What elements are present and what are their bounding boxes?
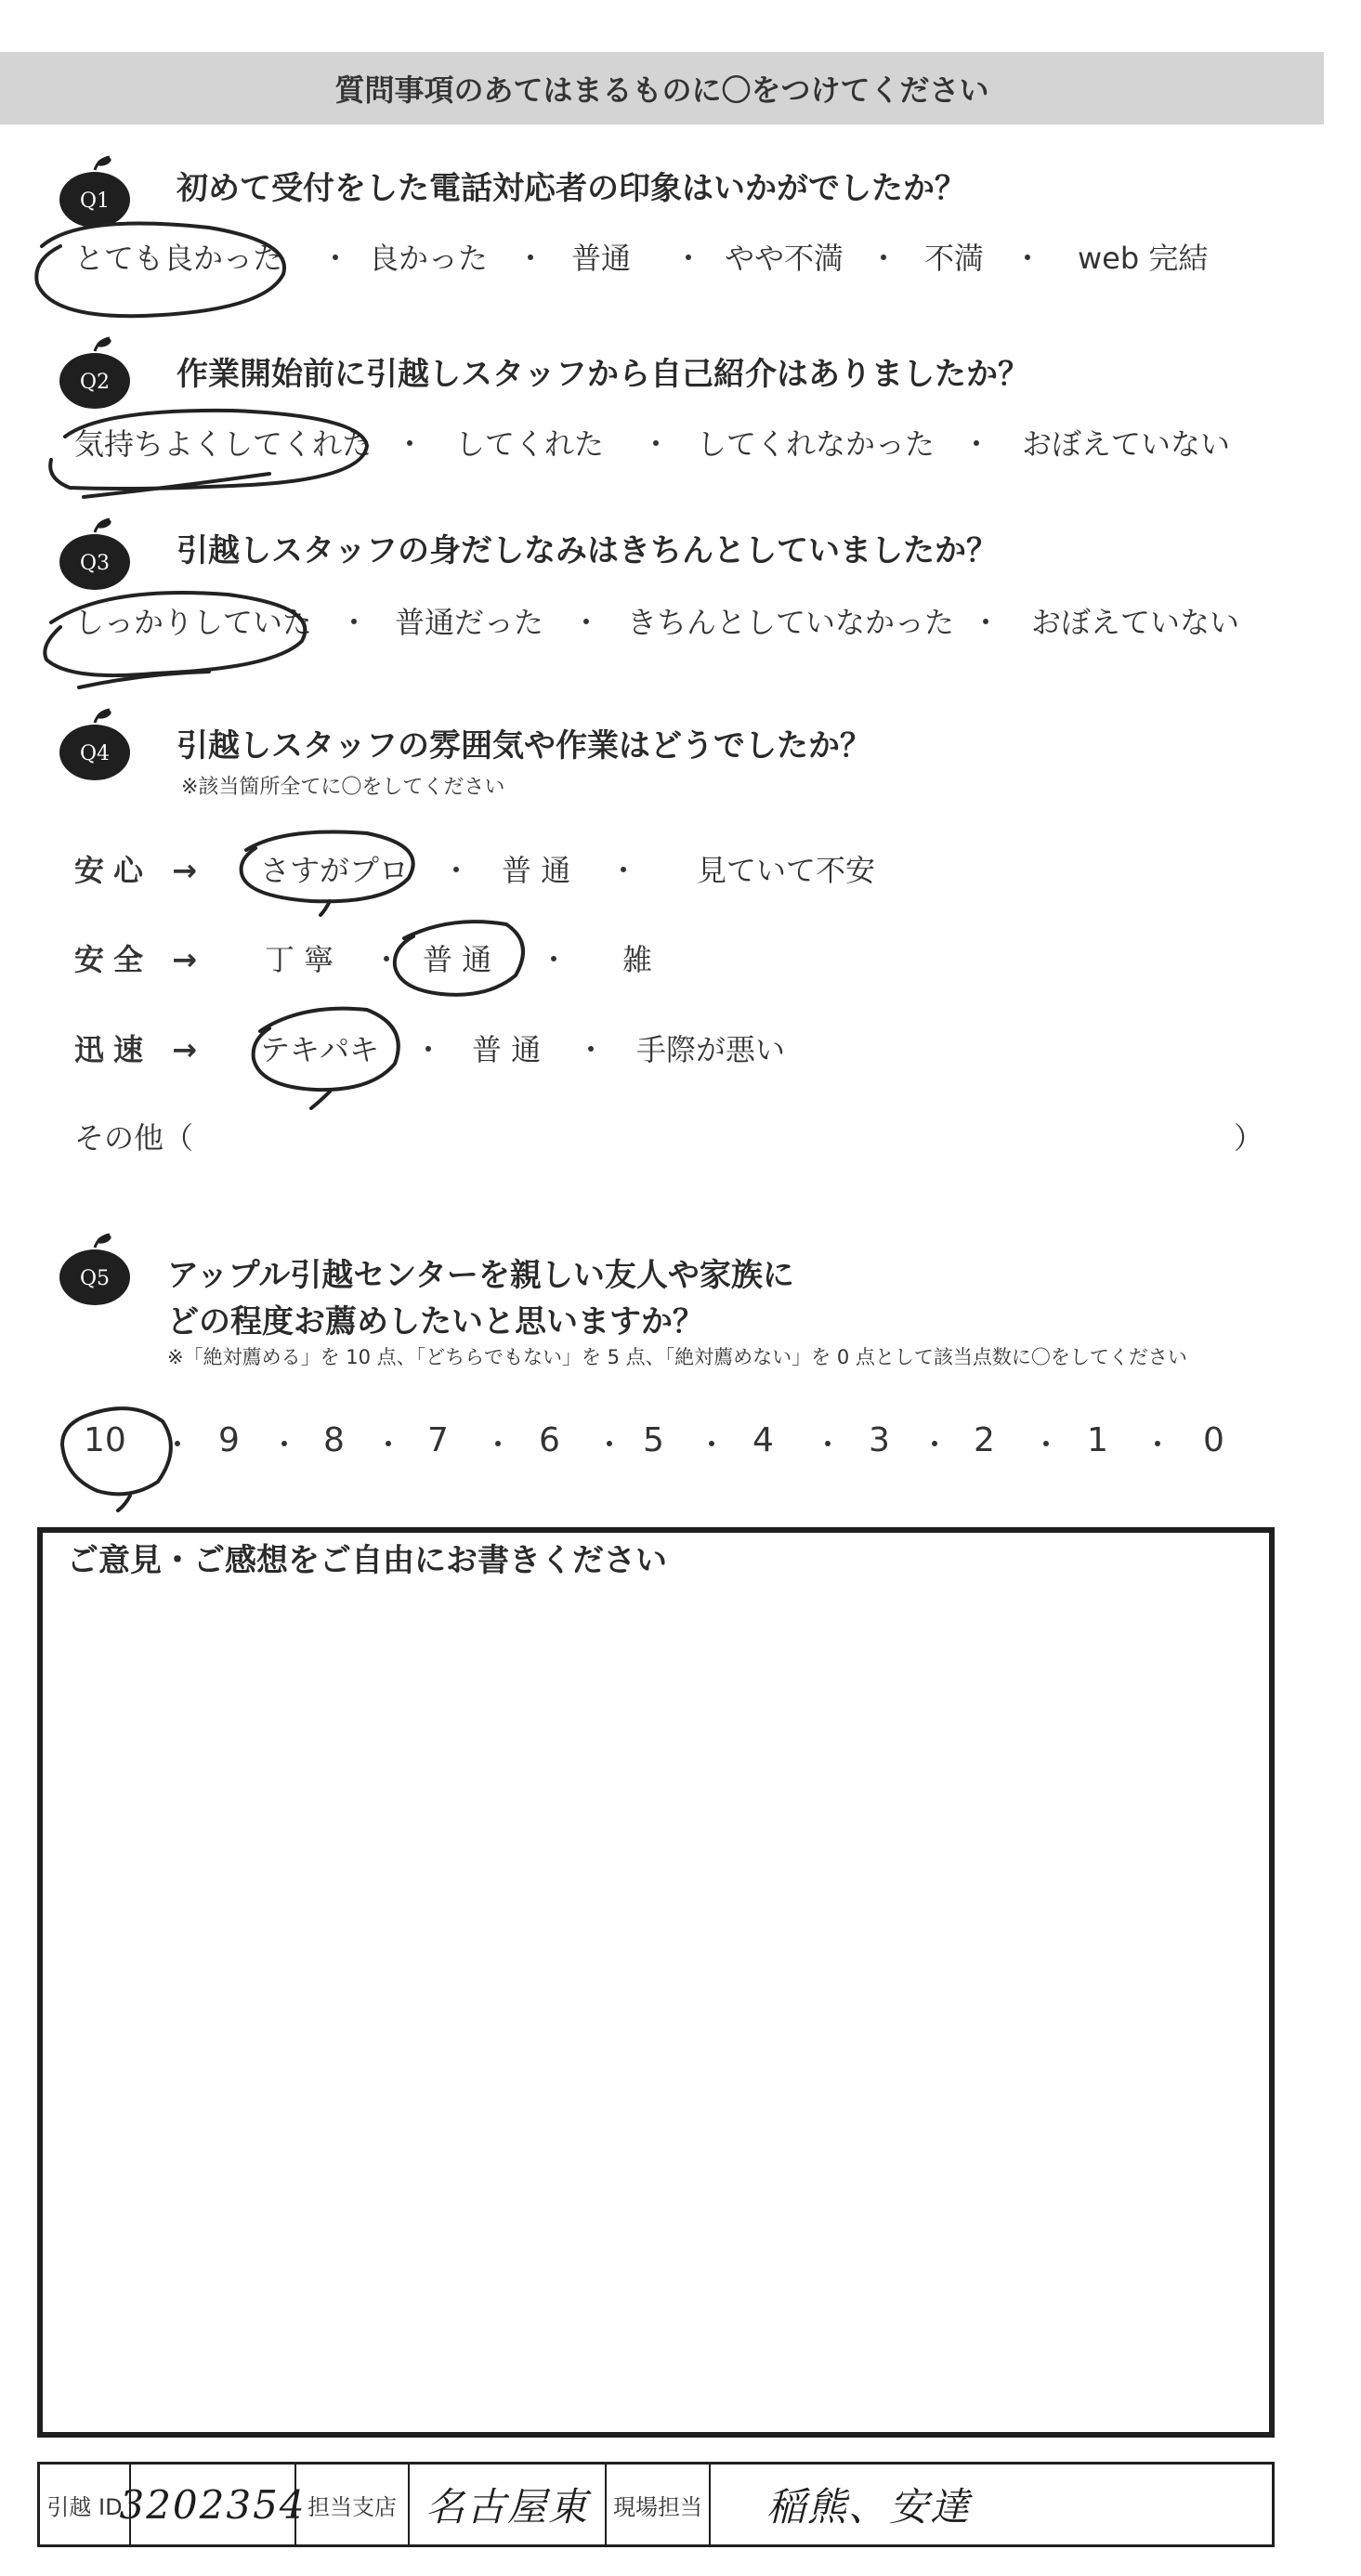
- separator-dot: ・: [539, 942, 569, 977]
- q2-option-did[interactable]: してくれた: [455, 426, 605, 462]
- separator-dot: ・: [1143, 1427, 1173, 1462]
- q2-option-did-not[interactable]: してくれなかった: [697, 426, 936, 462]
- separator-dot: ・: [609, 853, 639, 888]
- q1-option-very-good[interactable]: とても良かった: [74, 241, 283, 276]
- separator-dot: ・: [962, 426, 992, 462]
- score-1[interactable]: 1: [1087, 1421, 1108, 1459]
- q4-row-speed-label: 迅速 →: [74, 1032, 206, 1067]
- q4-row-security-label: 安全 →: [74, 942, 206, 977]
- q3-option-not-neat[interactable]: きちんとしていなかった: [627, 605, 955, 640]
- separator-dot: ・: [483, 1427, 514, 1462]
- svg-text:Q2: Q2: [79, 371, 111, 394]
- q1-option-web[interactable]: web 完結: [1078, 241, 1209, 276]
- q3-option-normal[interactable]: 普通だった: [395, 605, 544, 640]
- q4-note: ※該当箇所全てに〇をしてください: [181, 776, 505, 799]
- separator-dot: ・: [373, 1427, 404, 1462]
- q3-option-dont-remember[interactable]: おぼえていない: [1031, 605, 1240, 640]
- q5-note: ※「絶対薦める」を 10 点、「どちらでもない」を 5 点、「絶対薦めない」を 0 点として該当点数に〇をしてください: [167, 1346, 1187, 1368]
- q1-option-good[interactable]: 良かった: [369, 241, 489, 276]
- comments-title: ご意見・ご感想をご自由にお書きください: [67, 1542, 667, 1579]
- separator-dot: ・: [674, 241, 704, 276]
- q3-title: 引越しスタッフの身だしなみはきちんとしていましたか？: [177, 532, 998, 569]
- q4-other-label: その他（: [74, 1120, 194, 1156]
- separator-dot: ・: [641, 426, 672, 462]
- separator-dot: ・: [920, 1427, 950, 1462]
- q4-row3-option-normal[interactable]: 普 通: [472, 1032, 542, 1067]
- score-0[interactable]: 0: [1203, 1421, 1224, 1459]
- move-id-label: 引越 ID: [46, 2493, 123, 2520]
- q1-option-normal[interactable]: 普通: [571, 241, 632, 276]
- move-id-value-cell[interactable]: [119, 2465, 307, 2544]
- q4-badge-icon: [56, 706, 134, 782]
- branch-label-cell: [296, 2465, 410, 2544]
- score-3[interactable]: 3: [869, 1421, 890, 1459]
- comments-box[interactable]: [37, 1527, 1275, 2438]
- q2-title: 作業開始前に引越しスタッフから自己紹介はありましたか？: [177, 356, 1029, 393]
- staff-label: 現場担当: [613, 2493, 702, 2520]
- separator-dot: ・: [595, 1427, 625, 1462]
- q4-other-close: ）: [1234, 1120, 1264, 1156]
- svg-text:Q5: Q5: [79, 1267, 111, 1290]
- q1-option-slightly-dissatisfied[interactable]: やや不満: [725, 241, 844, 276]
- separator-dot: ・: [395, 426, 425, 462]
- q5-score-scale: [74, 1417, 1263, 1472]
- q5-title-line2: どの程度お薦めしたいと思いますか？: [167, 1303, 704, 1340]
- q4-row2-option-polite[interactable]: 丁 寧: [265, 942, 334, 977]
- branch-value-cell[interactable]: [410, 2465, 607, 2544]
- separator-dot: ・: [441, 853, 472, 888]
- separator-dot: ・: [163, 1427, 193, 1462]
- q4-title: 引越しスタッフの雰囲気や作業はどうでしたか？: [177, 727, 871, 765]
- q4-row2-option-rough[interactable]: 雑: [622, 942, 653, 977]
- svg-text:Q3: Q3: [79, 552, 111, 575]
- svg-text:Q4: Q4: [79, 742, 111, 765]
- q1-handwritten-circle: [23, 209, 302, 330]
- staff-value: 稲熊、安達: [766, 2484, 972, 2530]
- q1-option-dissatisfied[interactable]: 不満: [924, 241, 985, 276]
- instruction-text: 質問事項のあてはまるものに〇をつけてください: [334, 72, 989, 108]
- separator-dot: ・: [339, 605, 370, 640]
- q4-row2-option-normal[interactable]: 普 通: [423, 942, 492, 977]
- q4-row1-option-anxious[interactable]: 見ていて不安: [697, 853, 876, 888]
- q4-row3-option-efficient[interactable]: テキパキ: [260, 1032, 380, 1067]
- staff-value-cell[interactable]: [711, 2465, 1272, 2544]
- separator-dot: ・: [971, 605, 1001, 640]
- q4-row1-option-pro[interactable]: さすがプロ: [260, 853, 410, 888]
- q4-row2-handwritten-circle: [376, 910, 539, 1013]
- separator-dot: ・: [269, 1427, 300, 1462]
- q2-handwritten-circle: [28, 390, 381, 511]
- q4-row3-option-clumsy[interactable]: 手際が悪い: [636, 1032, 786, 1067]
- q1-title: 初めて受付をした電話対応者の印象はいかがでしたか？: [177, 170, 966, 207]
- q3-option-neat[interactable]: しっかりしていた: [74, 605, 313, 640]
- score-5[interactable]: 5: [643, 1421, 664, 1459]
- separator-dot: ・: [321, 241, 351, 276]
- separator-dot: ・: [1031, 1427, 1062, 1462]
- move-id-value: 3202354: [119, 2481, 307, 2528]
- staff-info-table: [37, 2462, 1275, 2547]
- staff-label-cell: [607, 2465, 711, 2544]
- branch-label: 担当支店: [308, 2493, 397, 2520]
- q4-row3-handwritten-circle: [237, 999, 413, 1110]
- q3-handwritten-circle: [23, 571, 330, 701]
- q2-option-dont-remember[interactable]: おぼえていない: [1022, 426, 1231, 462]
- score-10[interactable]: 10: [84, 1421, 126, 1459]
- q5-badge-icon: [56, 1231, 134, 1307]
- q4-other-input[interactable]: [204, 1110, 1208, 1157]
- instruction-header: [0, 52, 1324, 124]
- separator-dot: ・: [697, 1427, 727, 1462]
- score-6[interactable]: 6: [539, 1421, 560, 1459]
- svg-text:Q1: Q1: [79, 190, 111, 213]
- q4-row1-handwritten-circle: [228, 822, 432, 924]
- separator-dot: ・: [813, 1427, 844, 1462]
- move-id-label-cell: [40, 2465, 131, 2544]
- branch-value: 名古屋東: [425, 2484, 589, 2530]
- q5-title-line1: アップル引越センターを親しい友人や家族に: [167, 1257, 794, 1294]
- score-4[interactable]: 4: [752, 1421, 774, 1459]
- separator-dot: ・: [413, 1032, 444, 1067]
- q4-row-safety-label: 安心 →: [74, 853, 206, 888]
- separator-dot: ・: [1013, 241, 1043, 276]
- score-8[interactable]: 8: [323, 1421, 345, 1459]
- separator-dot: ・: [571, 605, 602, 640]
- q5-handwritten-circle: [51, 1393, 193, 1514]
- separator-dot: ・: [576, 1032, 607, 1067]
- score-2[interactable]: 2: [974, 1421, 995, 1459]
- separator-dot: ・: [869, 241, 899, 276]
- score-9[interactable]: 9: [218, 1421, 240, 1459]
- q2-option-pleasantly[interactable]: 気持ちよくしてくれた: [74, 426, 373, 462]
- separator-dot: ・: [372, 942, 402, 977]
- score-7[interactable]: 7: [427, 1421, 449, 1459]
- separator-dot: ・: [516, 241, 546, 276]
- q4-row1-option-normal[interactable]: 普 通: [502, 853, 571, 888]
